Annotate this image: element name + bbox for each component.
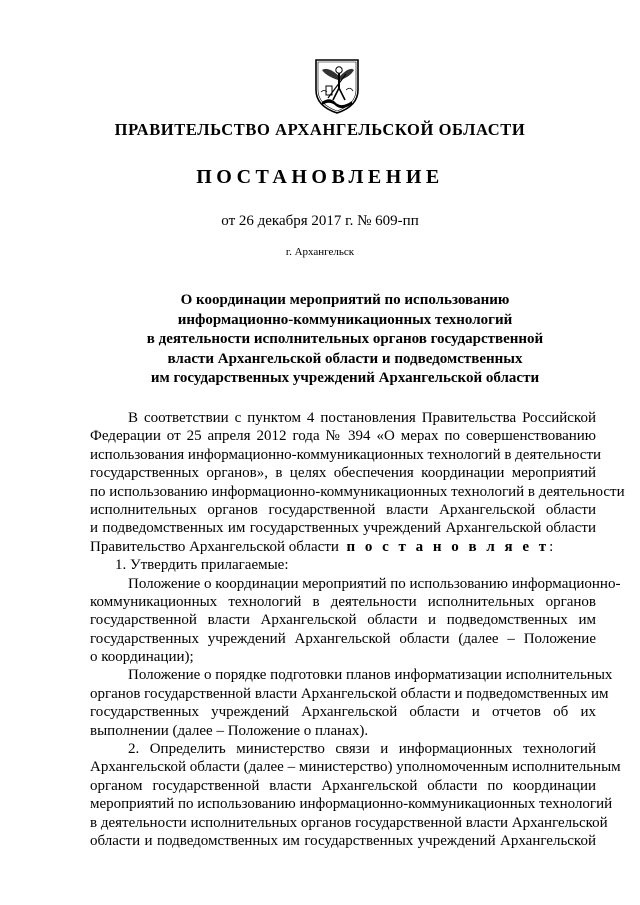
body-line: Архангельской области (далее – министерство) уполномоченным исполнительным <box>90 759 621 776</box>
body-line: государственных учреждений Архангельской области (далее – Положение <box>90 630 596 647</box>
document-subject <box>90 291 600 389</box>
body-line: органом государственной власти Архангельской области по координации <box>90 777 596 794</box>
body-line: 2. Определить министерство связи и информационных технологий <box>128 741 596 758</box>
body-line: Положение о порядке подготовки планов информатизации исполнительных <box>128 667 613 684</box>
body-line: государственных учреждений Архангельской области и отчетов об их <box>90 704 596 721</box>
body-line: мероприятий по использованию информационно-коммуникационных технологий <box>90 796 613 813</box>
document-type-title: ПОСТАНОВЛЕНИЕ <box>196 166 444 188</box>
body-line: в деятельности исполнительных органов государственной власти Архангельской <box>90 814 608 831</box>
resolution-verb: п о с т а н о в л я е т <box>346 538 550 555</box>
archangel-emblem-icon <box>312 56 362 116</box>
document-body <box>90 409 625 850</box>
body-line: Положение о координации мероприятий по использованию информационно- <box>128 575 621 592</box>
body-line: по использованию информационно-коммуникационных технологий в деятельности <box>90 483 625 500</box>
document-city: г. Архангельск <box>285 246 355 258</box>
body-line-text: Правительство Архангельской области <box>90 538 339 555</box>
body-line: Федерации от 25 апреля 2012 года № 394 «О мерах по совершенствованию <box>90 428 596 445</box>
body-line-colon: : <box>549 538 554 555</box>
body-line: В соответствии с пунктом 4 постановления Правительства Российской <box>128 410 596 426</box>
government-title: ПРАВИТЕЛЬСТВО АРХАНГЕЛЬСКОЙ ОБЛАСТИ <box>114 120 526 139</box>
body-line: 1. Утвердить прилагаемые: <box>115 557 289 574</box>
body-line <box>90 538 596 556</box>
body-line: органов государственной власти Архангельской области и подведомственных им <box>90 685 609 702</box>
body-line: коммуникационных технологий в деятельности исполнительных органов <box>90 593 596 610</box>
body-line: области и подведомственных им государственных учреждений Архангельской <box>90 832 596 849</box>
body-line: использования информационно-коммуникационных технологий в деятельности <box>90 446 602 463</box>
body-line: государственной власти Архангельской области и подведомственных им <box>90 612 596 629</box>
body-line: исполнительных органов государственной власти Архангельской области <box>90 501 596 518</box>
body-line: выполнении (далее – Положение о планах). <box>90 722 369 739</box>
body-line: и подведомственных им государственных учреждений Архангельской области <box>90 520 596 537</box>
subject-line: власти Архангельской области и подведомственных <box>167 350 523 367</box>
document-date-number: от 26 декабря 2017 г. № 609-пп <box>221 213 419 229</box>
body-line: о координации); <box>90 649 194 666</box>
subject-line: О координации мероприятий по использованию <box>180 292 510 308</box>
subject-line: информационно-коммуникационных технологий <box>177 311 513 328</box>
body-line: государственных органов», в целях обеспечения координации мероприятий <box>90 465 596 482</box>
coat-of-arms-emblem <box>312 56 362 116</box>
subject-line: в деятельности исполнительных органов государственной <box>146 331 544 347</box>
subject-line: им государственных учреждений Архангельской области <box>150 370 540 386</box>
